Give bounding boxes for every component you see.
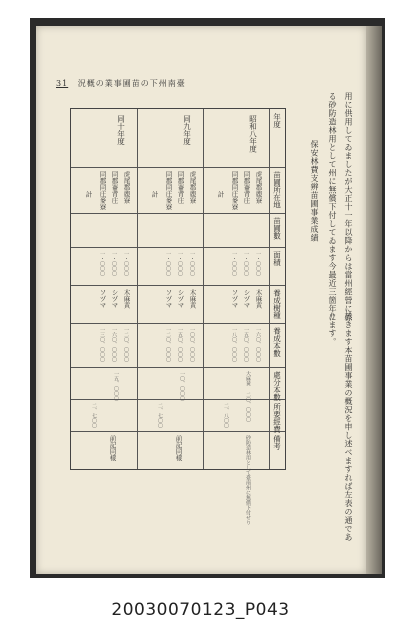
y2-location-3: 同郡同庄麥寮 (164, 171, 173, 210)
y2-cost: 二、七〇〇 (157, 403, 163, 428)
y2-location-2: 同郡崙背庄 (176, 171, 185, 204)
y3-area-3: 一・〇〇〇 (99, 251, 105, 276)
year-label-3: 同十年度 (116, 115, 126, 145)
y1-note: 砂防造林用として臺南州に無償下付せり (245, 435, 251, 525)
y1-location-2: 同郡崙背庄 (242, 171, 251, 204)
y1-area-3: 一・〇〇〇 (231, 251, 237, 276)
prose-line-1: 用に供用してゐましたが大正十一年以降からは當州經營に係 (344, 92, 353, 322)
y2-count-1: 一〇〇、〇〇〇 (189, 327, 195, 362)
header-cost: 所要經費 (272, 403, 282, 433)
header-count: 苗圃數 (272, 217, 282, 240)
y2-disposal: 一〇、〇〇〇 (179, 371, 185, 401)
y3-species-1: 木麻黄 (122, 289, 131, 309)
prose-line-4: ります。 (328, 312, 337, 346)
y1-count-2: 一五〇、〇〇〇 (243, 327, 249, 362)
running-head (56, 78, 186, 89)
prose-line-2: る砂防造林用として州に無償下付してゐます今最近三箇年に (328, 92, 337, 322)
data-table (70, 108, 286, 525)
y3-count-2: 一六〇、〇〇〇 (111, 327, 117, 362)
prose-line-3: 於きます本苗圃事業の概況を申し述べますれば左表の通であ (344, 312, 353, 542)
y3-note: 前記同樣 (108, 435, 117, 461)
y2-location-1: 虎尾郡鹿寮 (188, 171, 197, 204)
y2-count-3: 一二〇、〇〇〇 (165, 327, 171, 362)
header-species: 養成樹種 (272, 289, 282, 319)
y2-area-2: 一・〇〇〇 (177, 251, 183, 276)
y1-count-1: 一六〇、〇〇〇 (255, 327, 261, 362)
y3-location-3: 同郡同庄麥寮 (98, 171, 107, 210)
header-note: 備考 (272, 435, 282, 450)
y3-cost: 二、七〇〇 (91, 403, 97, 428)
y3-count-1: 一二〇、〇〇〇 (123, 327, 129, 362)
header-location: 苗圃所在地 (272, 171, 282, 209)
y3-species-2: シヅマ (110, 289, 119, 309)
y1-count-3: 一八〇、〇〇〇 (231, 327, 237, 362)
y1-total: 計 (216, 191, 225, 198)
y1-species-2: シヅマ (242, 289, 251, 309)
y2-species-1: 木麻黄 (188, 289, 197, 309)
y2-area-1: 一・〇〇〇 (189, 251, 195, 276)
header-raised: 養成本數 (272, 327, 282, 357)
y1-area-1: 一・〇〇〇 (255, 251, 261, 276)
y3-species-3: ソヅマ (98, 289, 107, 309)
y1-location-3: 同郡同庄麥寮 (230, 171, 239, 210)
y2-species-3: ソヅマ (164, 289, 173, 309)
y3-count-3: 一三〇、〇〇〇 (99, 327, 105, 362)
y1-cost: 二、八〇〇 (223, 403, 229, 428)
y2-count-2: 一五〇、〇〇〇 (177, 327, 183, 362)
y1-species-1: 木麻黄 (254, 289, 263, 309)
y1-area-2: 一・〇〇〇 (243, 251, 249, 276)
y2-area-3: 一・〇〇〇 (165, 251, 171, 276)
running-head-title: 況概の業事圃苗の下州南臺 (77, 79, 186, 88)
y3-disposal: 一五、〇〇〇 (113, 371, 119, 401)
y3-location-1: 虎尾郡鹿寮 (122, 171, 131, 204)
header-disposal: 處分本數 (272, 371, 282, 401)
image-caption: 20030070123_P043 (111, 600, 290, 620)
header-area: 面積 (272, 251, 282, 266)
y2-note: 前記同樣 (174, 435, 183, 461)
table-title: 保安林費支辨苗圃事業成績 (310, 140, 319, 242)
header-year: 年度 (272, 113, 282, 128)
y1-disposal: 大麻黄 二〇、〇〇〇 (245, 371, 251, 422)
y3-total: 計 (84, 191, 93, 198)
y1-location-1: 虎尾郡鹿寮 (254, 171, 263, 204)
page-number: 31 (56, 79, 69, 88)
y2-total: 計 (150, 191, 159, 198)
y3-area-1: 一・〇〇〇 (123, 251, 129, 276)
y2-species-2: シヅマ (176, 289, 185, 309)
book-spine (366, 26, 382, 574)
y1-species-3: ソヅマ (230, 289, 239, 309)
year-label-1: 昭和八年度 (248, 115, 258, 153)
year-label-2: 同九年度 (182, 115, 192, 145)
y3-location-2: 同郡崙背庄 (110, 171, 119, 204)
y3-area-2: 一・〇〇〇 (111, 251, 117, 276)
